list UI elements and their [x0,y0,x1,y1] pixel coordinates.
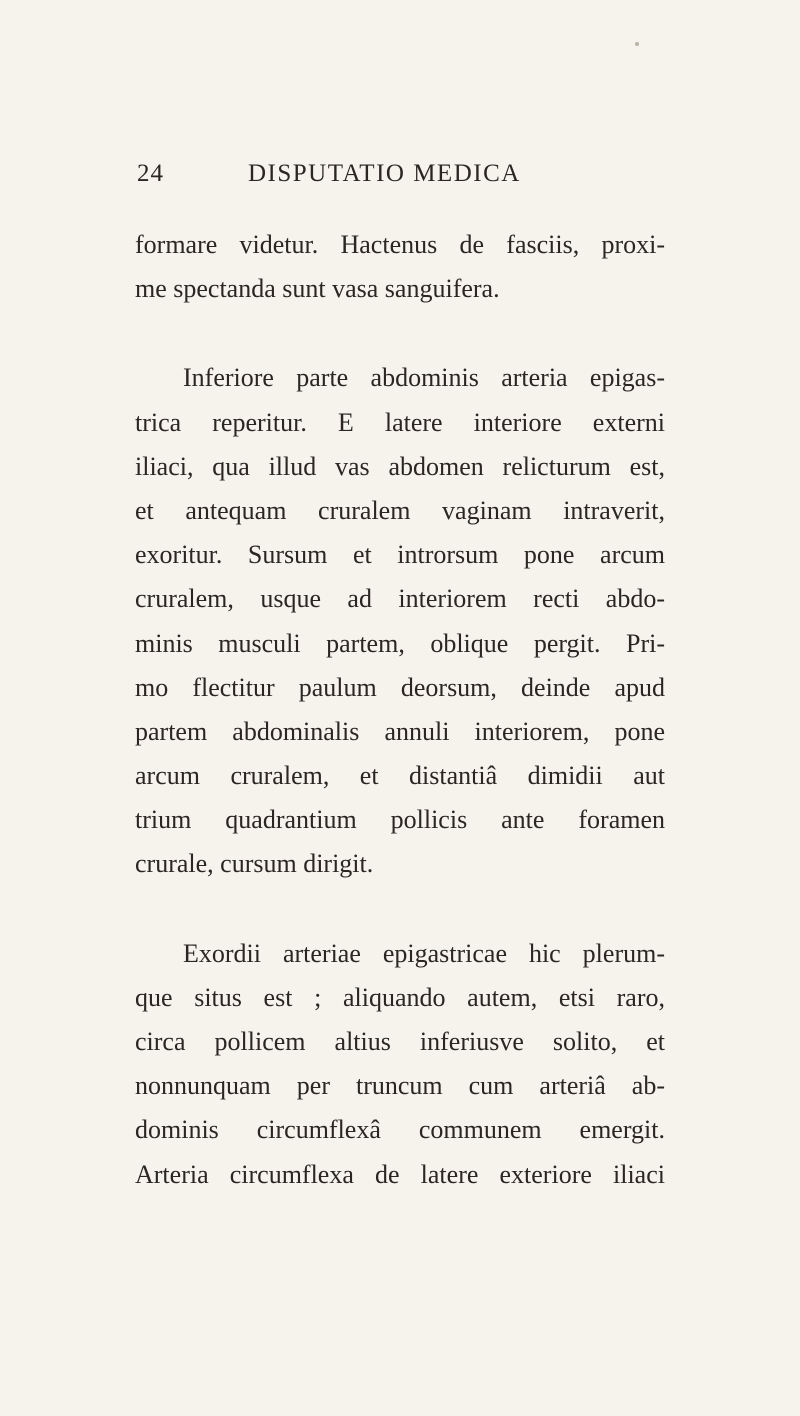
text-line: formare videtur. Hactenus de fasciis, proxi- [135,230,665,259]
text-line: iliaci, qua illud vas abdomen relicturum est, [135,451,665,481]
text-line: Exordii arteriae epigastricae hic plerum- [183,938,665,968]
text-line: que situs est ; aliquando autem, etsi raro, [135,982,665,1012]
text-line: et antequam cruralem vaginam intraverit, [135,495,665,525]
page-number: 24 [137,160,164,187]
paragraph-3 [135,932,665,1197]
text-line: trica reperitur. E latere interiore externi [135,407,665,437]
text-line: cruralem, usque ad interiorem recti abdo- [135,584,665,614]
text-line: minis musculi partem, oblique pergit. Pri- [135,628,665,658]
text-line: circa pollicem altius inferiusve solito, et [135,1027,665,1056]
page-header [0,160,800,200]
running-head: DISPUTATIO MEDICA [248,160,521,187]
text-line: Inferiore parte abdominis arteria epigas- [183,363,665,393]
text-line: trium quadrantium pollicis ante foramen [135,805,665,835]
text-line: crurale, cursum dirigit. [135,849,374,879]
paragraph-2 [135,356,665,886]
body-text [135,223,665,1197]
paragraph-1 [135,223,665,311]
text-line: nonnunquam per truncum cum arteriâ ab- [135,1071,665,1101]
text-line: Arteria circumflexa de latere exteriore iliaci [135,1159,665,1189]
paper-speck [635,42,639,46]
text-line: partem abdominalis annuli interiorem, pone [135,716,665,746]
text-line: mo flectitur paulum deorsum, deinde apud [135,672,665,702]
text-line: dominis circumflexâ communem emergit. [135,1115,665,1145]
text-line: exoritur. Sursum et introrsum pone arcum [135,540,665,570]
text-line: me spectanda sunt vasa sanguifera. [135,274,500,304]
text-line: arcum cruralem, et distantiâ dimidii aut [135,761,665,791]
